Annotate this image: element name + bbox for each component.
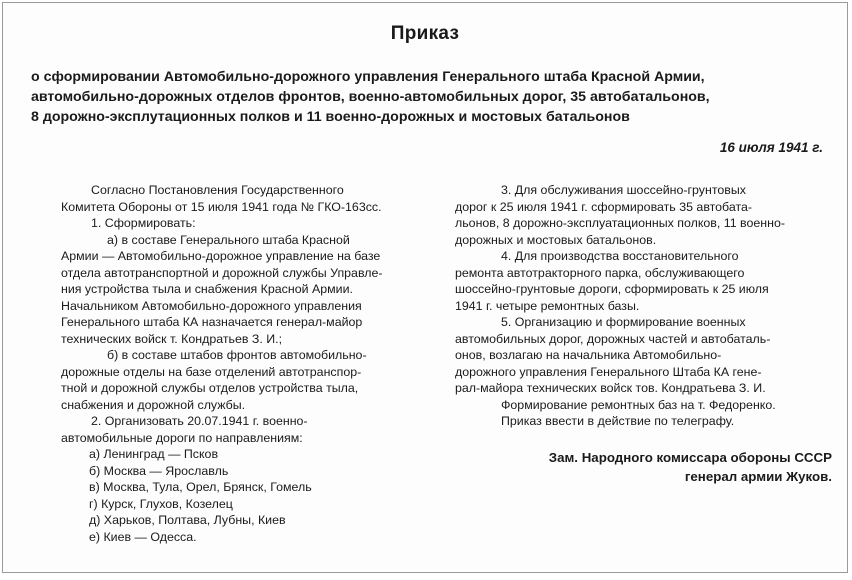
- subtitle-line: 8 дорожно-эксплутационных полков и 11 военно-дорожных и мостовых батальонов: [31, 109, 630, 125]
- document-subtitle: [31, 67, 827, 127]
- text-line: 2. Организовать 20.07.1941 г. военно-: [91, 414, 308, 428]
- text-line: ремонта автотракторного парка, обслуживающего: [455, 265, 745, 280]
- text-line: Приказ ввести в действие по телеграфу.: [501, 414, 735, 428]
- text-line: Начальником Автомобильно-дорожного управления: [61, 298, 362, 313]
- text-line: 1. Сформировать:: [91, 216, 196, 230]
- text-line: а) в составе Генерального штаба Красной: [107, 232, 350, 247]
- text-line: 1941 г. четыре ремонтных базы.: [455, 298, 640, 313]
- text-line: автомобильные дороги по направлениям:: [61, 430, 303, 445]
- route-item: б) Москва — Ярославль: [89, 463, 229, 478]
- right-column: [455, 182, 832, 486]
- text-line: Генерального штаба КА назначается генерал-майор: [61, 315, 363, 329]
- text-line: отдела автотранспортной и дорожной службы Управле-: [61, 265, 383, 280]
- text-line: дорожного управления Генерального Штаба КА гене-: [455, 364, 762, 379]
- document-page: [2, 2, 848, 573]
- text-line: льонов, 8 дорожно-эксплуатационных полков, 11 военно-: [455, 216, 785, 230]
- text-line: шоссейно-грунтовые дороги, сформировать к 25 июля: [455, 282, 769, 296]
- text-line: онов, возлагаю на начальника Автомобильно-: [455, 348, 722, 362]
- signature-line: генерал армии Жуков.: [684, 468, 832, 484]
- route-item: г) Курск, Глухов, Козелец: [89, 496, 233, 511]
- route-item: е) Киев — Одесса.: [89, 529, 197, 544]
- signature-line: Зам. Народного комиссара обороны СССР: [548, 449, 832, 465]
- document-title: Приказ: [390, 23, 460, 44]
- signature-block: [455, 448, 832, 486]
- route-item: д) Харьков, Полтава, Лубны, Киев: [89, 513, 286, 527]
- text-line: дорог к 25 июля 1941 г. сформировать 35 автобата-: [455, 199, 753, 214]
- text-line: снабжения и дорожной службы.: [61, 397, 246, 412]
- route-item: а) Ленинград — Псков: [89, 447, 219, 461]
- text-line: 3. Для обслуживания шоссейно-грунтовых: [501, 183, 746, 197]
- text-line: Армии — Автомобильно-дорожное управление на базе: [61, 249, 381, 263]
- text-line: Согласно Постановления Государственного: [91, 183, 344, 197]
- text-line: Формирование ремонтных баз на т. Федоренко.: [501, 397, 776, 412]
- text-line: 5. Организацию и формирование военных: [501, 315, 746, 329]
- subtitle-line: о сформировании Автомобильно-дорожного управления Генерального штаба Красной Армии,: [31, 69, 705, 85]
- route-item: в) Москва, Тула, Орел, Брянск, Гомель: [89, 480, 312, 494]
- text-line: технических войск т. Кондратьев З. И.;: [61, 331, 283, 346]
- text-line: рал-майора технических войск тов. Кондратьева З. И.: [455, 381, 766, 395]
- text-line: дорожных и мостовых батальонов.: [455, 232, 657, 247]
- document-date: 16 июля 1941 г.: [719, 140, 823, 155]
- text-line: дорожные отделы на базе отделений автотранспор-: [61, 364, 362, 379]
- subtitle-line: автомобильно-дорожных отделов фронтов, военно-автомобильных дорог, 35 автобатальонов,: [31, 89, 710, 105]
- text-line: тной и дорожной службы отделов устройства тыла,: [61, 381, 359, 395]
- text-line: ния устройства тыла и снабжения Красной Армии.: [61, 282, 353, 296]
- text-line: автомобильных дорог, дорожных частей и автобаталь-: [455, 331, 771, 346]
- text-line: б) в составе штабов фронтов автомобильно-: [107, 348, 367, 362]
- text-line: Комитета Обороны от 15 июля 1941 года № ГКО-163сс.: [61, 199, 382, 214]
- text-line: 4. Для производства восстановительного: [501, 249, 739, 263]
- left-column: [61, 182, 411, 545]
